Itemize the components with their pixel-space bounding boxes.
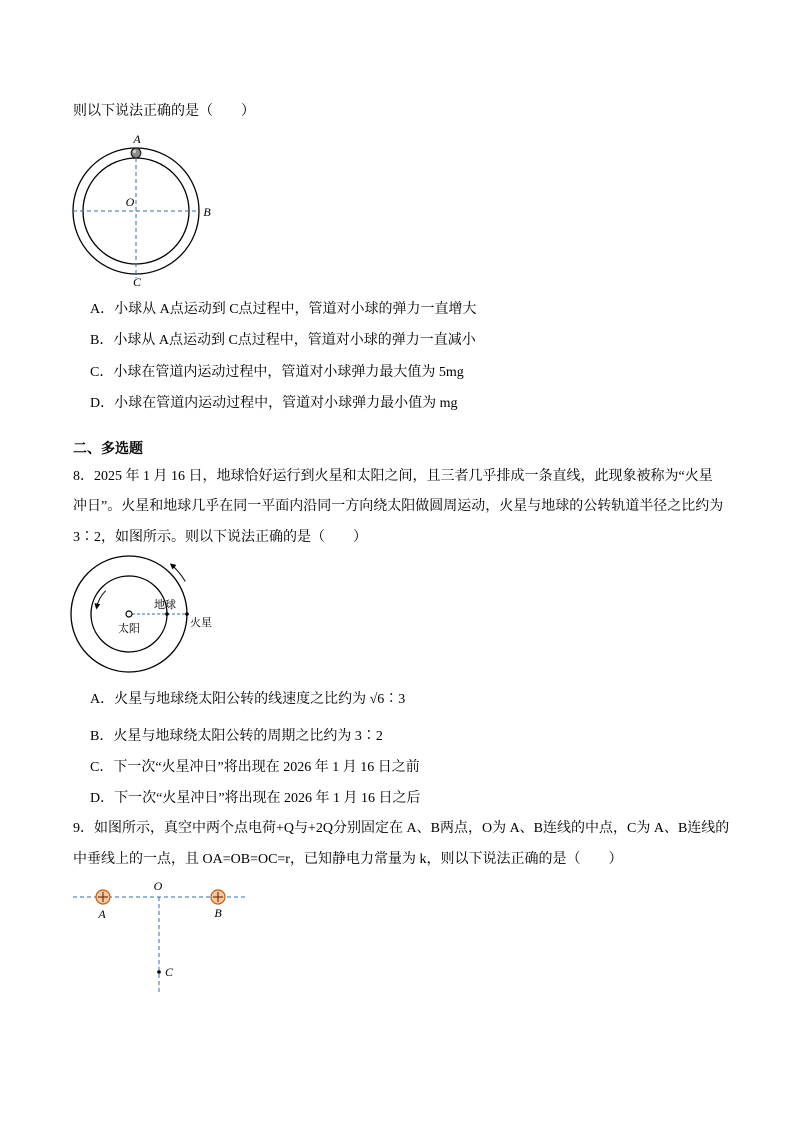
q8-option-d: D．下一次“火星冲日”将出现在 2026 年 1 月 16 日之后	[90, 791, 421, 806]
mars-dot	[185, 612, 189, 616]
q7-option-b: B．小球从 A点运动到 C点过程中，管道对小球的弹力一直减小	[90, 333, 476, 348]
label-C: C	[132, 275, 142, 289]
ball	[131, 148, 141, 158]
label-C: C	[165, 965, 174, 979]
outer-direction-arrow	[171, 564, 186, 581]
label-O: O	[153, 879, 163, 893]
q9-charges-figure	[65, 875, 255, 1000]
q7-stem: 则以下说法正确的是（ ）	[73, 104, 255, 119]
q8-orbit-figure	[60, 550, 230, 680]
label-B: B	[214, 906, 222, 920]
q7-tube-figure	[60, 128, 220, 293]
earth-dot	[165, 612, 169, 616]
charge-A	[96, 890, 110, 904]
label-sun: 太阳	[118, 622, 140, 635]
point-C-dot	[157, 970, 161, 974]
label-A: A	[133, 132, 141, 146]
label-O: O	[125, 195, 135, 209]
q7-option-d: D．小球在管道内运动过程中，管道对小球弹力最小值为 mg	[90, 396, 458, 411]
q8-option-c: C．下一次“火星冲日”将出现在 2026 年 1 月 16 日之前	[90, 760, 420, 775]
label-mars: 火星	[190, 616, 212, 629]
q7-option-c: C．小球在管道内运动过程中，管道对小球弹力最大值为 5mg	[90, 365, 464, 380]
section-title: 二、多选题	[73, 442, 143, 457]
q8-option-b: B．火星与地球绕太阳公转的周期之比约为 3∶2	[90, 729, 383, 744]
q8-option-a: A．火星与地球绕太阳公转的线速度之比约为 √6∶3	[90, 692, 406, 707]
q8-stem-line-3: 3∶2，如图所示。则以下说法正确的是（ ）	[73, 530, 367, 545]
ball-highlight	[133, 150, 136, 153]
charge-B	[211, 890, 225, 904]
q7-option-a: A．小球从 A点运动到 C点过程中，管道对小球的弹力一直增大	[90, 302, 477, 317]
sun	[126, 611, 132, 617]
q8-stem-line-1: 8．2025 年 1 月 16 日，地球恰好运行到火星和太阳之间，且三者几乎排成一条直线，此现象被称为“火星	[73, 469, 713, 484]
q9-stem-line-1: 9．如图所示，真空中两个点电荷+Q与+2Q分别固定在 A、B两点，O为 A、B连线的中点，C为 A、B连线的	[73, 821, 730, 836]
q8-stem-line-2: 冲日”。火星和地球几乎在同一平面内沿同一方向绕太阳做圆周运动，火星与地球的公转轨道半径之比约为	[73, 499, 724, 514]
label-A: A	[98, 907, 106, 921]
label-B: B	[203, 205, 211, 219]
label-earth: 地球	[154, 598, 176, 611]
q9-stem-line-2: 中垂线上的一点，且 OA=OB=OC=r，已知静电力常量为 k，则以下说法正确的是（ ）	[73, 852, 623, 867]
